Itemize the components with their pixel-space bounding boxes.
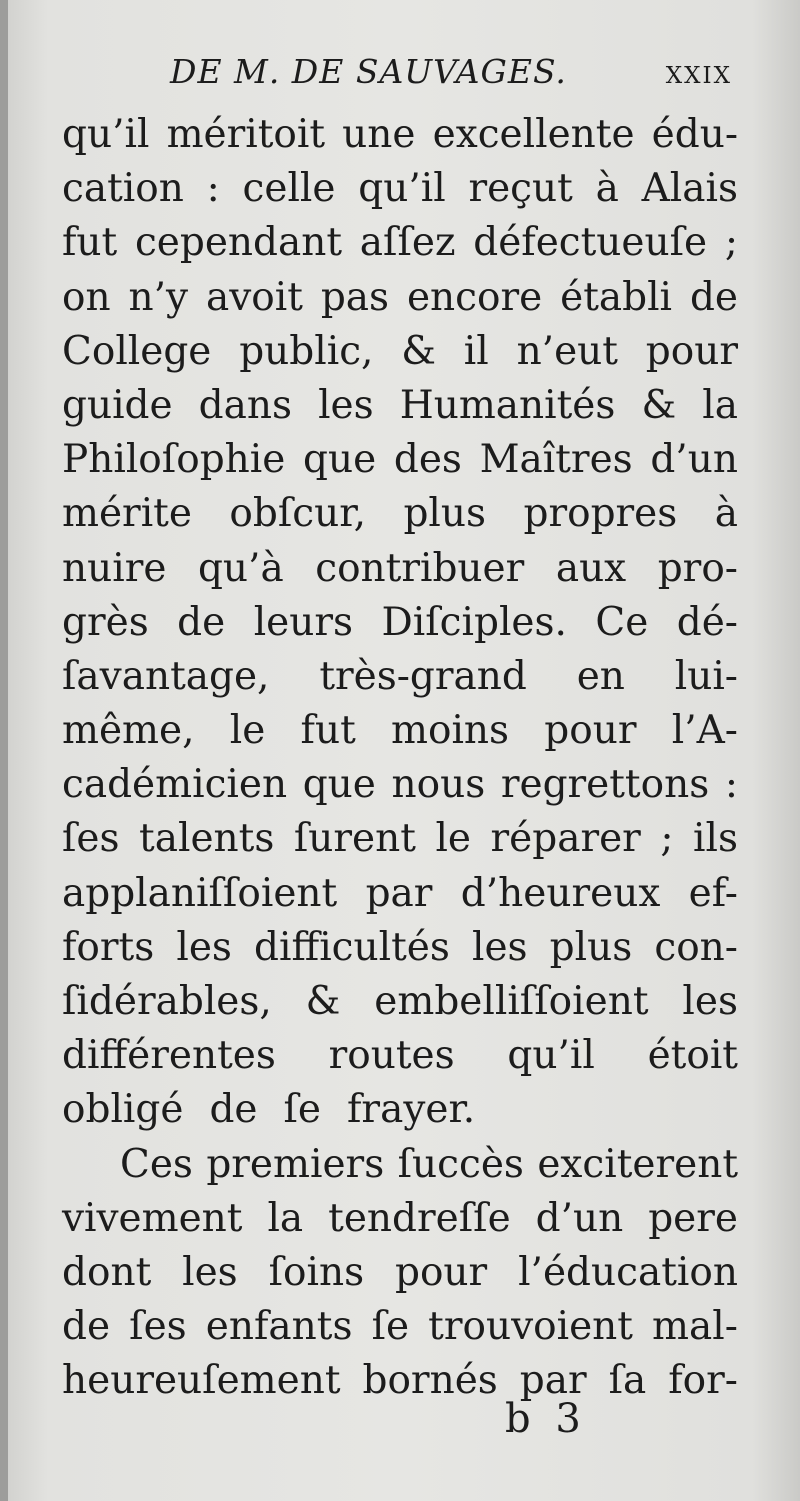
text-line: ſavantage, très-grand en lui- bbox=[62, 653, 738, 699]
text-line: on n’y avoit pas encore établi de bbox=[62, 274, 738, 320]
text-line: vivement la tendreſſe d’un pere bbox=[62, 1195, 738, 1241]
text-line: Philoſophie que des Maîtres d’un bbox=[62, 437, 738, 483]
text-line: grès de leurs Diſciples. Ce dé- bbox=[62, 599, 738, 645]
text-line: ſes talents ſurent le réparer ; ils bbox=[62, 816, 738, 862]
text-line: différentes routes qu’il étoit bbox=[62, 1033, 738, 1079]
text-line: College public, & il n’eut pour bbox=[62, 328, 738, 374]
text-line: de ſes enfants ſe trouvoient mal- bbox=[62, 1304, 738, 1350]
text-line: heureuſement bornés par ſa for- bbox=[62, 1358, 738, 1404]
text-line: Ces premiers ſuccès exciterent bbox=[120, 1141, 738, 1187]
text-line: ſidérables, & embelliſſoient les bbox=[62, 979, 738, 1024]
text-line: cation : celle qu’il reçut à Alais bbox=[62, 166, 738, 212]
text-line: obligé de ſe frayer. bbox=[62, 1087, 476, 1133]
signature-mark: b 3 bbox=[505, 1396, 587, 1442]
text-line: même, le fut moins pour l’A- bbox=[62, 708, 738, 754]
text-line: forts les difficultés les plus con- bbox=[62, 924, 738, 970]
text-line: nuire qu’à contribuer aux pro- bbox=[62, 545, 738, 591]
page-number: xxix bbox=[665, 52, 732, 91]
running-title: DE M. DE SAUVAGES. bbox=[170, 52, 567, 91]
text-line: dont les ſoins pour l’éducation bbox=[62, 1249, 738, 1295]
text-line: fut cependant aſſez défectueuſe ; bbox=[62, 220, 738, 266]
body-text bbox=[62, 108, 738, 1409]
running-header bbox=[170, 52, 732, 108]
page-edge-shadow bbox=[0, 0, 8, 1501]
text-line: applaniſſoient par d’heureux ef- bbox=[62, 870, 738, 916]
text-line: cadémicien que nous regrettons : bbox=[62, 762, 738, 808]
text-line: mérite obſcur, plus propres à bbox=[62, 491, 738, 537]
text-line: guide dans les Humanités & la bbox=[62, 382, 738, 428]
text-line: qu’il méritoit une excellente édu- bbox=[62, 112, 738, 157]
